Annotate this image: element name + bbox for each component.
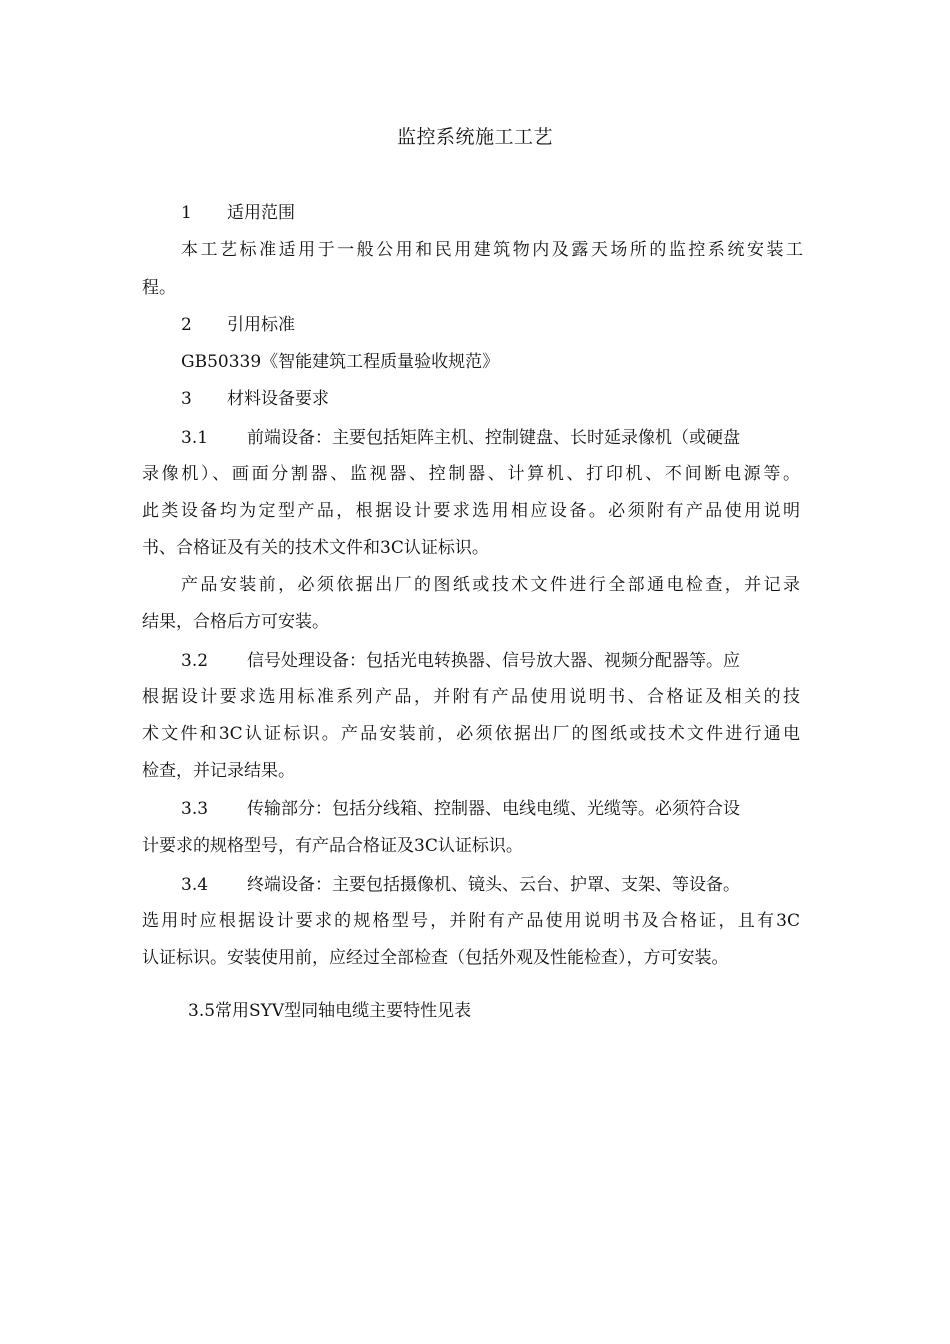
paragraph-line: 书、合格证及有关的技术文件和3C认证标识。 <box>142 538 489 558</box>
subsection-number: 3.2 <box>181 651 209 671</box>
section-number: 2 <box>181 315 192 335</box>
document-title: 监控系统施工工艺 <box>396 126 553 148</box>
section-number: 1 <box>181 203 192 223</box>
paragraph-line: 结果，合格后方可安装。 <box>142 612 329 632</box>
paragraph-line: 录像机）、画面分割器、监视器、控制器、计算机、打印机、不间断电源等。 <box>142 464 800 484</box>
subsection-3-2-line <box>181 653 740 670</box>
section-title: 引用标准 <box>227 315 295 335</box>
paragraph-line: 此类设备均为定型产品，根据设计要求选用相应设备。必须附有产品使用说明 <box>142 501 800 521</box>
paragraph-line: 选用时应根据设计要求的规格型号，并附有产品使用说明书及合格证，且有3C <box>142 911 800 931</box>
section-1-heading <box>181 205 295 222</box>
subsection-3-5-line: 3.5常用SYV型同轴电缆主要特性见表 <box>188 1001 472 1021</box>
paragraph-line: 产品安装前，必须依据出厂的图纸或技术文件进行全部通电检查，并记录 <box>181 575 800 595</box>
section-3-heading <box>181 391 329 408</box>
paragraph-line: 术文件和3C认证标识。产品安装前，必须依据出厂的图纸或技术文件进行通电 <box>142 724 800 744</box>
section-1-body-line: 程。 <box>142 278 176 298</box>
paragraph-text: 信号处理设备：包括光电转换器、信号放大器、视频分配器等。应 <box>247 651 740 671</box>
section-title: 材料设备要求 <box>227 389 329 409</box>
subsection-3-1-line <box>181 430 740 447</box>
paragraph-line: 认证标识。安装使用前，应经过全部检查（包括外观及性能检查），方可安装。 <box>142 948 729 968</box>
section-1-body-line: 本工艺标准适用于一般公用和民用建筑物内及露天场所的监控系统安装工 <box>181 240 803 260</box>
subsection-number: 3.1 <box>181 428 209 448</box>
section-title: 适用范围 <box>227 203 295 223</box>
section-number: 3 <box>181 389 192 409</box>
paragraph-text: 终端设备：主要包括摄像机、镜头、云台、护罩、支架、等设备。 <box>247 875 740 895</box>
paragraph-text: 传输部分：包括分线箱、控制器、电线电缆、光缆等。必须符合设 <box>247 799 740 819</box>
subsection-3-4-line <box>181 877 740 894</box>
subsection-3-3-line <box>181 801 740 818</box>
section-2-heading <box>181 317 295 334</box>
paragraph-line: 计要求的规格型号，有产品合格证及3C认证标识。 <box>142 836 523 856</box>
paragraph-text: 前端设备：主要包括矩阵主机、控制键盘、长时延录像机（或硬盘 <box>247 428 740 448</box>
standard-reference: GB50339《智能建筑工程质量验收规范》 <box>181 352 500 372</box>
paragraph-line: 检查，并记录结果。 <box>142 761 295 781</box>
subsection-number: 3.3 <box>181 799 209 819</box>
subsection-number: 3.4 <box>181 875 209 895</box>
paragraph-line: 根据设计要求选用标准系列产品，并附有产品使用说明书、合格证及相关的技 <box>142 687 800 707</box>
